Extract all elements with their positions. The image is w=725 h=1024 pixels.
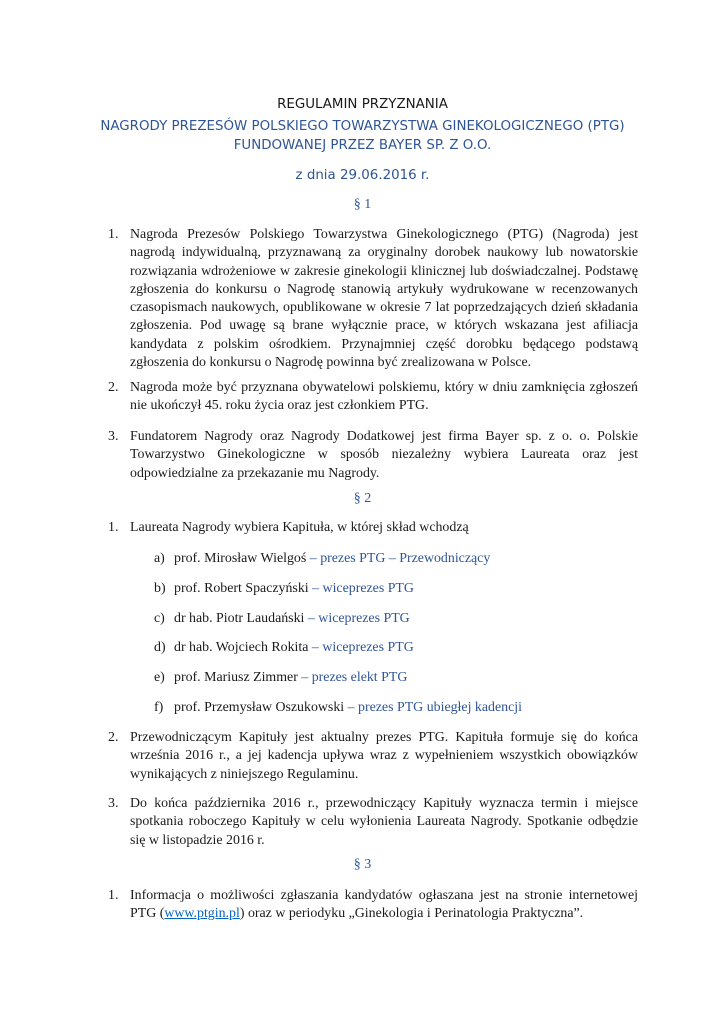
committee-member [154,699,634,717]
document-subtitle: NAGRODY PREZESÓW POLSKIEGO TOWARZYSTWA GINEKOLOGICZNEGO (PTG) [100,119,625,134]
member-name: prof. Przemysław Oszukowski [174,700,345,715]
member-name: prof. Robert Spaczyński [174,581,309,596]
list-item [108,729,638,784]
section-heading-2: § 2 [353,491,372,506]
member-letter: c) [154,611,165,626]
committee-member [154,669,634,687]
member-role: – wiceprezes PTG [304,611,410,626]
item-number: 2. [108,380,119,395]
document-subtitle-sponsor: FUNDOWANEJ PRZEZ BAYER SP. Z O.O. [233,138,492,153]
committee-member [154,580,634,598]
committee-member [154,639,634,657]
item-number: 1. [108,520,119,535]
section-heading-3: § 3 [353,857,372,872]
list-item [108,795,638,850]
item-text-before: Informacja o możliwości zgłaszania kandydatów ogłaszana jest na stronie internetowej PTG ( [130,888,638,922]
document-date: z dnia 29.06.2016 r. [295,168,430,183]
item-text: Laureata Nagrody wybiera Kapituła, w której skład wchodzą [130,520,469,535]
list-item [108,887,638,924]
member-role: – wiceprezes PTG [308,581,414,596]
member-letter: f) [154,700,164,715]
member-name: dr hab. Piotr Laudański [174,611,305,626]
committee-member [154,550,634,568]
member-name: dr hab. Wojciech Rokita [174,640,309,655]
item-text: Nagroda Prezesów Polskiego Towarzystwa Ginekologicznego (PTG) (Nagroda) jest nagrodą indywidualną, przyznawaną za oryginalny dorobek naukowy lub nowatorskie rozwiązania wdrożeniowe w zakresie ginekologii klinicznej lub doświadczalnej. Podstawę zgłoszenia do konkursu o Nagrodę stanowią artykuły wydrukowane w recenzowanych czasopismach naukowych, opublikowane w okresie 7 lat poprzedzających dzień składania zgłoszenia. Pod uwagę są brane wyłącznie prace, w których wskazana jest afiliacja kandydata z polskim ośrodkiem. Przynajmniej część dorobku będącego podstawą zgłoszenia do konkursu o Nagrodę powinna być zrealizowana w Polsce. [130,227,638,371]
member-name: prof. Mariusz Zimmer [174,670,298,685]
member-role: – prezes PTG – Przewodniczący [306,551,491,566]
item-number: 2. [108,730,119,745]
member-letter: e) [154,670,165,685]
member-role: – wiceprezes PTG [308,640,414,655]
list-item [108,519,638,537]
item-text: Fundatorem Nagrody oraz Nagrody Dodatkowej jest firma Bayer sp. z o. o. Polskie Towarzystwo Ginekologiczne w sposób niezależny wybiera Laureata oraz jest odpowiedzialne za przekazanie mu Nagrody. [130,429,638,481]
list-item [108,428,638,483]
member-letter: b) [154,581,166,596]
item-text: Nagroda może być przyznana obywatelowi polskiemu, który w dniu zamknięcia zgłoszeń nie ukończył 45. roku życia oraz jest członkiem PTG. [130,380,638,414]
list-item [108,379,638,416]
committee-member [154,610,634,628]
section-heading-1: § 1 [353,197,372,212]
member-letter: d) [154,640,166,655]
member-role: – prezes PTG ubiegłej kadencji [344,700,522,715]
item-text [130,887,638,924]
member-letter: a) [154,551,165,566]
item-text: Do końca października 2016 r., przewodniczący Kapituły wyznacza termin i miejsce spotkania roboczego Kapituły w celu wyłonienia Laureata Nagrody. Spotkanie odbędzie się w listopadzie 2016 r. [130,796,638,848]
item-number: 3. [108,429,119,444]
item-number: 1. [108,227,119,242]
ptgin-website-link[interactable]: www.ptgin.pl [164,906,240,922]
list-item [108,226,638,372]
member-role: – prezes elekt PTG [297,670,408,685]
item-text: Przewodniczącym Kapituły jest aktualny prezes PTG. Kapituła formuje się do końca września 2016 r., a jej kadencja upływa wraz z wypełnieniem wszystkich obowiązków wynikających z niniejszego Regulaminu. [130,730,638,782]
item-number: 3. [108,796,119,811]
document-title: REGULAMIN PRZYZNANIA [277,97,448,112]
member-name: prof. Mirosław Wielgoś [174,551,307,566]
item-number: 1. [108,888,119,903]
item-text-after: ) oraz w periodyku „Ginekologia i Perinatologia Praktyczna”. [239,906,584,922]
